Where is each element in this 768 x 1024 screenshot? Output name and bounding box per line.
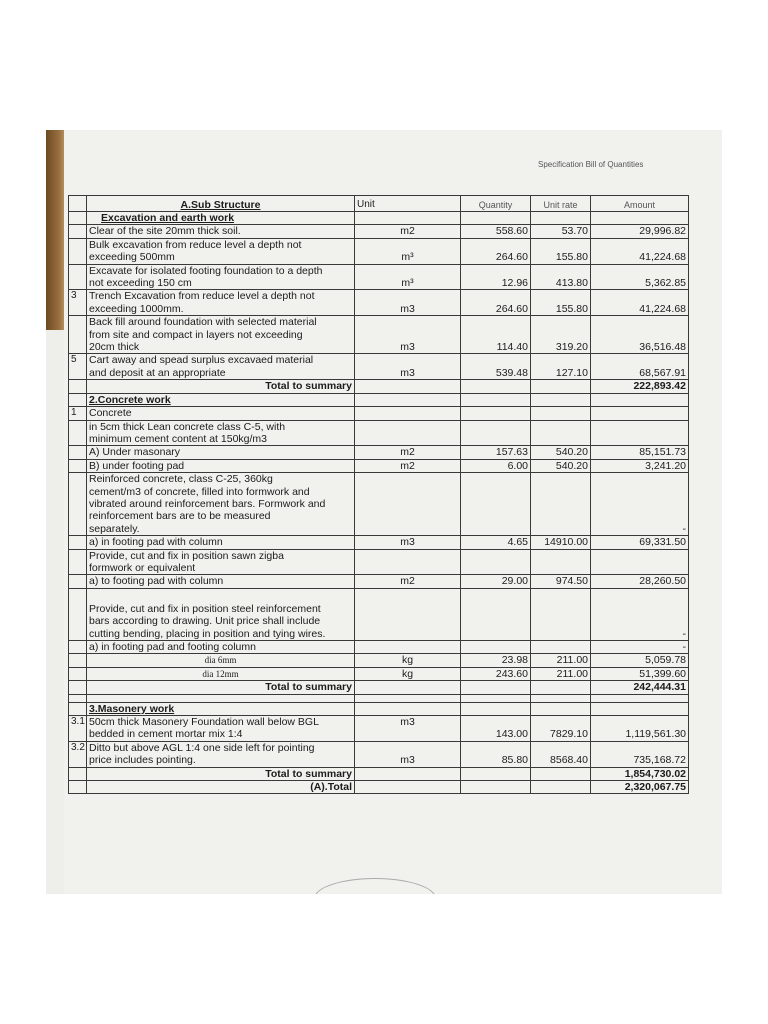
column-header-unit: Unit	[355, 196, 461, 212]
item-rate: 14910.00	[531, 536, 591, 549]
column-header-unit-rate: Unit rate	[531, 196, 591, 212]
item-amount: 5,059.78	[591, 654, 689, 667]
item-quantity: 23.98	[461, 654, 531, 667]
item-description: a) in footing pad and footing column	[87, 641, 355, 654]
item-amount: 28,260.50	[591, 575, 689, 588]
item-quantity: 29.00	[461, 575, 531, 588]
item-unit: m³	[355, 264, 461, 290]
section-title: 3.Masonery work	[87, 702, 355, 715]
section-title: 2.Concrete work	[87, 393, 355, 406]
item-rate: 7829.10	[531, 716, 591, 742]
item-amount: 1,119,561.30	[591, 716, 689, 742]
total-label: Total to summary	[87, 380, 355, 393]
item-amount: -	[591, 641, 689, 654]
table-row: 3 Trench Excavation from reduce level a depth not exceeding 1000mm. m3 264.60 155.80 41,224.68	[69, 290, 689, 316]
section-row	[69, 393, 689, 406]
item-unit: m3	[355, 741, 461, 767]
item-quantity: 114.40	[461, 316, 531, 354]
table-row	[69, 420, 689, 446]
item-quantity: 558.60	[461, 225, 531, 238]
total-row	[69, 380, 689, 393]
column-header-description: A.Sub Structure	[87, 196, 355, 212]
section-title: Excavation and earth work	[87, 212, 355, 225]
total-row	[69, 681, 689, 694]
item-description: Cart away and spead surplus excavaed material and deposit at an appropriate	[87, 354, 355, 380]
item-rate: 211.00	[531, 654, 591, 667]
item-description: Ditto but above AGL 1:4 one side left for pointing price includes pointing.	[87, 741, 355, 767]
table-row	[69, 225, 689, 238]
item-rate: 211.00	[531, 667, 591, 680]
item-quantity: 143.00	[461, 716, 531, 742]
item-quantity: 6.00	[461, 459, 531, 472]
item-quantity: 539.48	[461, 354, 531, 380]
item-rate: 319.20	[531, 316, 591, 354]
item-rate: 540.20	[531, 459, 591, 472]
section-row	[69, 702, 689, 715]
table-row	[69, 238, 689, 264]
table-row	[69, 446, 689, 459]
section-row	[69, 212, 689, 225]
item-unit: m³	[355, 238, 461, 264]
table-row: 1 Concrete	[69, 407, 689, 420]
grand-total-label: (A).Total	[87, 781, 355, 794]
item-description: 50cm thick Masonery Foundation wall below BGL bedded in cement mortar mix 1:4	[87, 716, 355, 742]
item-amount: 85,151.73	[591, 446, 689, 459]
table-row	[69, 654, 689, 667]
total-amount: 242,444.31	[591, 681, 689, 694]
document-photo	[46, 130, 722, 894]
table-row	[69, 473, 689, 536]
item-unit: kg	[355, 667, 461, 680]
item-unit: m3	[355, 536, 461, 549]
item-amount: 29,996.82	[591, 225, 689, 238]
item-description: Provide, cut and fix in position sawn zigba formwork or equivalent	[87, 549, 355, 575]
item-amount: 51,399.60	[591, 667, 689, 680]
table-row	[69, 316, 689, 354]
item-description: a) in footing pad with column	[87, 536, 355, 549]
item-description: dia 12mm	[87, 667, 355, 680]
item-unit: m3	[355, 354, 461, 380]
item-unit: m3	[355, 290, 461, 316]
table-row	[69, 575, 689, 588]
item-description: Excavate for isolated footing foundation to a depth not exceeding 150 cm	[87, 264, 355, 290]
item-quantity: 264.60	[461, 290, 531, 316]
item-rate: 540.20	[531, 446, 591, 459]
item-rate: 413.80	[531, 264, 591, 290]
grand-total-row	[69, 781, 689, 794]
item-amount: 3,241.20	[591, 459, 689, 472]
item-quantity: 264.60	[461, 238, 531, 264]
item-amount: 41,224.68	[591, 238, 689, 264]
item-amount	[591, 549, 689, 575]
document-header: Specification Bill of Quantities	[538, 160, 644, 169]
item-rate: 53.70	[531, 225, 591, 238]
total-amount: 1,854,730.02	[591, 767, 689, 780]
total-row	[69, 767, 689, 780]
item-description: Bulk excavation from reduce level a depth not exceeding 500mm	[87, 238, 355, 264]
column-header-quantity: Quantity	[461, 196, 531, 212]
item-description: Trench Excavation from reduce level a depth not exceeding 1000mm.	[87, 290, 355, 316]
bill-of-quantities-table	[68, 195, 689, 794]
item-description: dia 6mm	[87, 654, 355, 667]
item-unit: m2	[355, 446, 461, 459]
total-amount: 222,893.42	[591, 380, 689, 393]
item-rate: 155.80	[531, 290, 591, 316]
grand-total-amount: 2,320,067.75	[591, 781, 689, 794]
item-unit: m2	[355, 225, 461, 238]
item-amount: -	[591, 588, 689, 640]
table-row: 3.2 Ditto but above AGL 1:4 one side left for pointing price includes pointing. m3 85.80 8568.40 735,168.72	[69, 741, 689, 767]
item-description: in 5cm thick Lean concrete class C-5, with minimum cement content at 150kg/m3	[87, 420, 355, 446]
item-description: Reinforced concrete, class C-25, 360kg cement/m3 of concrete, filled into formwork and vibrated around reinforcement bars. Formwork and reinforcement bars are to be measured separately.	[87, 473, 355, 536]
table-row: 5 Cart away and spead surplus excavaed material and deposit at an appropriate m3 539.48 127.10 68,567.91	[69, 354, 689, 380]
item-unit: m3	[355, 716, 461, 742]
item-quantity: 243.60	[461, 667, 531, 680]
item-unit: m3	[355, 316, 461, 354]
item-amount: -	[591, 473, 689, 536]
item-description: Back fill around foundation with selected material from site and compact in layers not exceeding 20cm thick	[87, 316, 355, 354]
item-quantity: 4.65	[461, 536, 531, 549]
item-description: a) to footing pad with column	[87, 575, 355, 588]
item-quantity: 12.96	[461, 264, 531, 290]
item-description: Provide, cut and fix in position steel reinforcement bars according to drawing. Unit price shall include cutting bending, placing in position and tying wires.	[87, 588, 355, 640]
item-description: Clear of the site 20mm thick soil.	[87, 225, 355, 238]
item-quantity: 85.80	[461, 741, 531, 767]
item-amount: 41,224.68	[591, 290, 689, 316]
table-row: 3.1 50cm thick Masonery Foundation wall below BGL bedded in cement mortar mix 1:4 m3 143.00 7829.10 1,119,561.30	[69, 716, 689, 742]
header-row	[69, 196, 689, 212]
table-row	[69, 459, 689, 472]
item-description: B) under footing pad	[87, 459, 355, 472]
item-rate: 974.50	[531, 575, 591, 588]
table-row	[69, 667, 689, 680]
table-row	[69, 588, 689, 640]
table-row	[69, 549, 689, 575]
total-label: Total to summary	[87, 681, 355, 694]
item-quantity: 157.63	[461, 446, 531, 459]
item-description: A) Under masonary	[87, 446, 355, 459]
item-rate: 127.10	[531, 354, 591, 380]
column-header-amount: Amount	[591, 196, 689, 212]
item-amount: 69,331.50	[591, 536, 689, 549]
item-rate: 8568.40	[531, 741, 591, 767]
table-row	[69, 641, 689, 654]
item-unit: kg	[355, 654, 461, 667]
total-label: Total to summary	[87, 767, 355, 780]
table-row	[69, 264, 689, 290]
item-unit: m2	[355, 575, 461, 588]
table-row	[69, 536, 689, 549]
item-rate: 155.80	[531, 238, 591, 264]
item-description: Concrete	[87, 407, 355, 420]
item-amount: 36,516.48	[591, 316, 689, 354]
item-amount: 5,362.85	[591, 264, 689, 290]
item-unit: m2	[355, 459, 461, 472]
item-amount: 68,567.91	[591, 354, 689, 380]
item-amount: 735,168.72	[591, 741, 689, 767]
